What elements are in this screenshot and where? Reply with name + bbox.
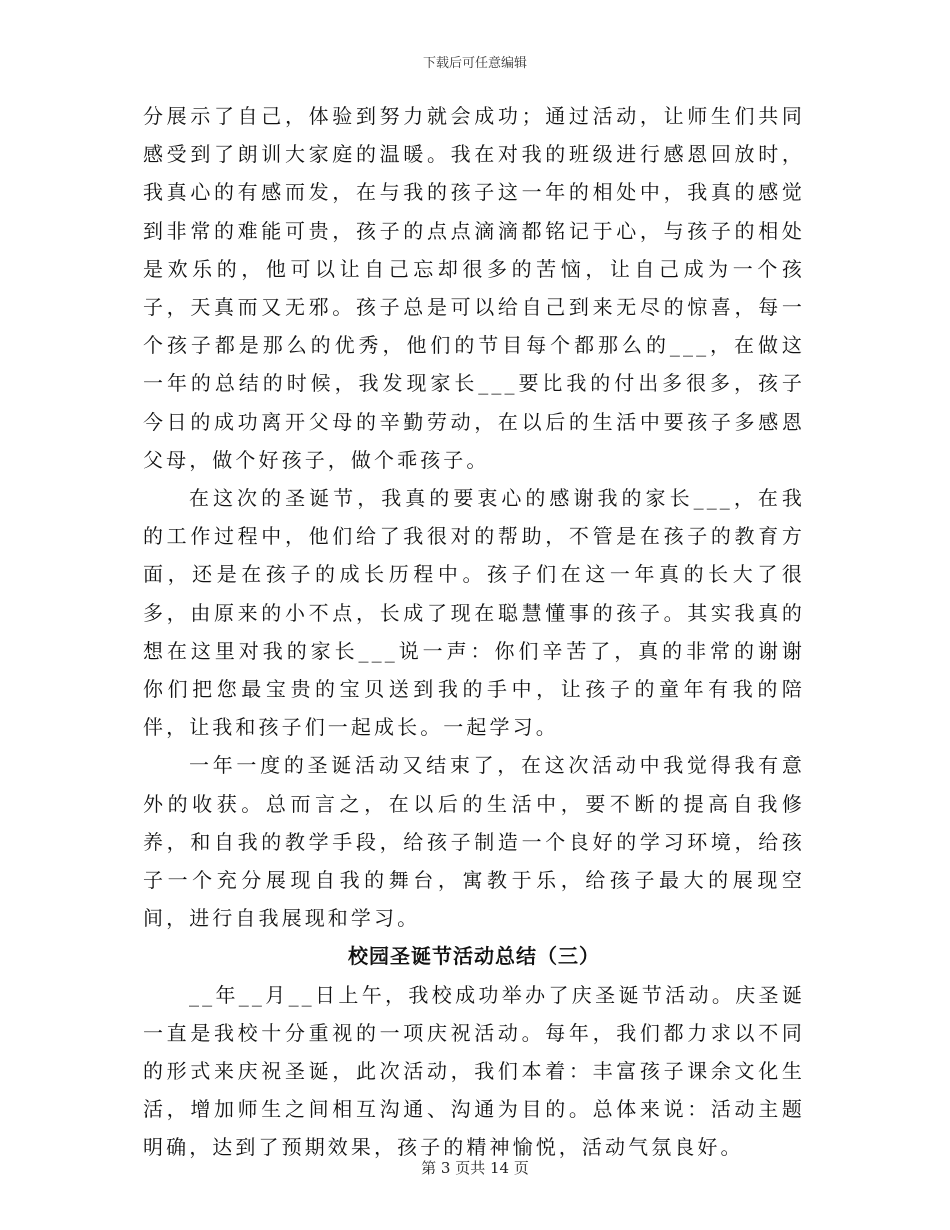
document-body [143, 97, 805, 1167]
body-paragraph: __年__月__日上午，我校成功举办了庆圣诞节活动。庆圣诞一直是我校十分重视的一项庆祝活动。每年，我们都力求以不同的形式来庆祝圣诞，此次活动，我们本着：丰富孩子课余文化生活，增加师生之间相互沟通、沟通为目的。总体来说：活动主题明确，达到了预期效果，孩子的精神愉悦，活动气氛良好。 [143, 982, 805, 1160]
section-title: 校园圣诞节活动总结（三） [348, 944, 600, 969]
page-footer: 第 3 页共 14 页 [421, 1159, 529, 1177]
body-paragraph: 在这次的圣诞节，我真的要衷心的感谢我的家长___，在我的工作过程中，他们给了我很对的帮助，不管是在孩子的教育方面，还是在孩子的成长历程中。孩子们在这一年真的长大了很多，由原来的小不点，长成了现在聪慧懂事的孩子。其实我真的想在这里对我的家长___说一声：你们辛苦了，真的非常的谢谢你们把您最宝贵的宝贝送到我的手中，让孩子的童年有我的陪伴，让我和孩子们一起成长。一起学习。 [143, 486, 805, 740]
page-header: 下载后可任意编辑 [422, 56, 527, 71]
body-paragraph: 一年一度的圣诞活动又结束了，在这次活动中我觉得我有意外的收获。总而言之，在以后的生活中，要不断的提高自我修养，和自我的教学手段，给孩子制造一个良好的学习环境，给孩子一个充分展现自我的舞台，寓教于乐，给孩子最大的展现空间，进行自我展现和学习。 [143, 753, 805, 931]
body-paragraph: 分展示了自己，体验到努力就会成功；通过活动，让师生们共同感受到了朗训大家庭的温暖。我在对我的班级进行感恩回放时，我真心的有感而发，在与我的孩子这一年的相处中，我真的感觉到非常的难能可贵，孩子的点点滴滴都铭记于心，与孩子的相处是欢乐的，他可以让自己忘却很多的苦恼，让自己成为一个孩子，天真而又无邪。孩子总是可以给自己到来无尽的惊喜，每一个孩子都是那么的优秀，他们的节目每个都那么的___，在做这一年的总结的时候，我发现家长___要比我的付出多很多，孩子今日的成功离开父母的辛勤劳动，在以后的生活中要孩子多感恩父母，做个好孩子，做个乖孩子。 [143, 104, 805, 472]
